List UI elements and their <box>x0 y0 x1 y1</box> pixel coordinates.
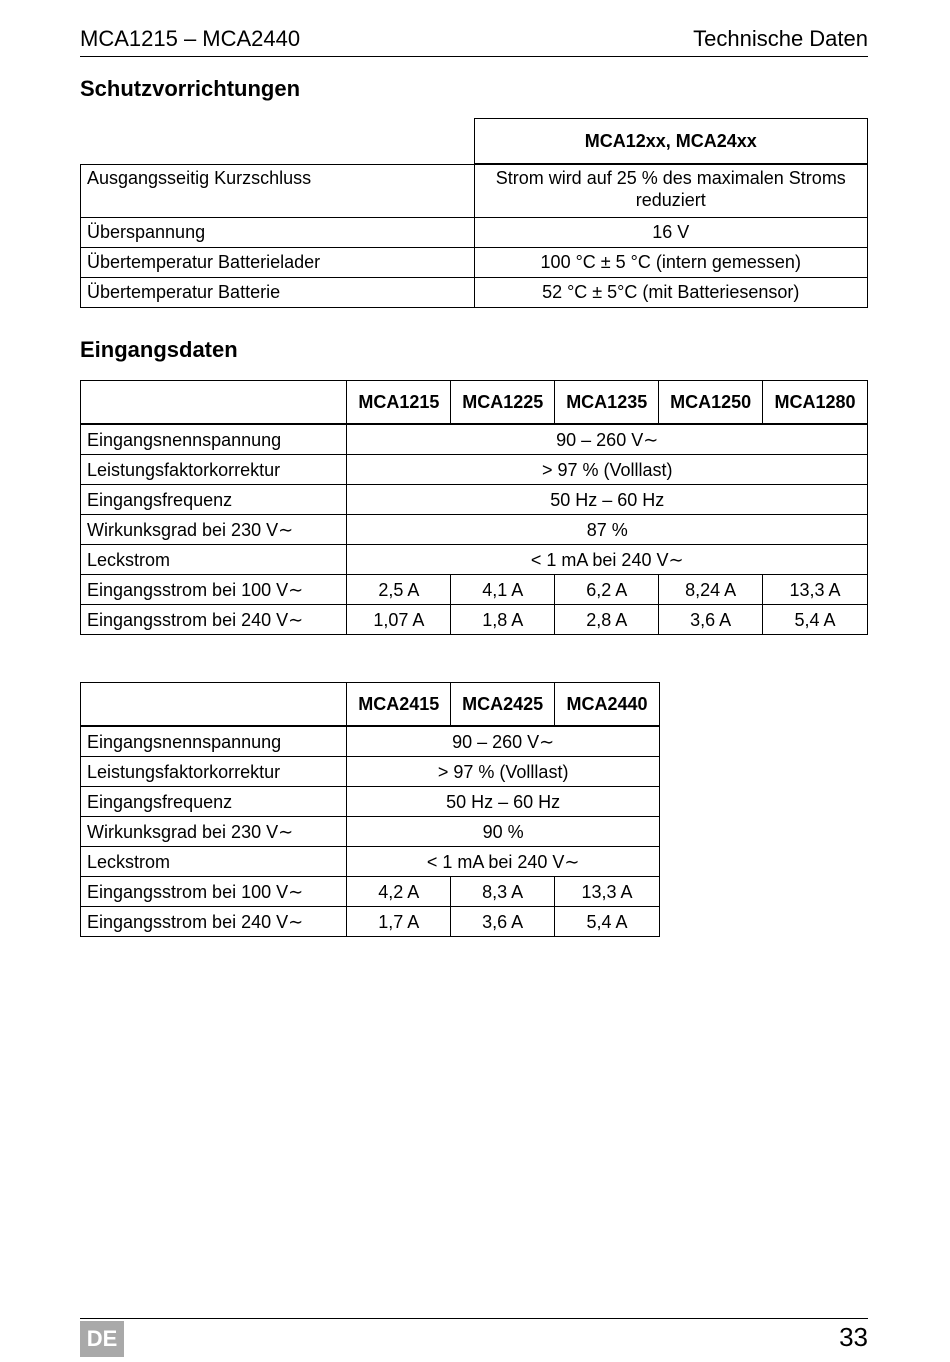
row-value: 50 Hz – 60 Hz <box>347 485 868 515</box>
schutz-title: Schutzvorrichtungen <box>80 76 301 101</box>
page-header <box>80 26 868 57</box>
row-label: Wirkunksgrad bei 230 V∼ <box>81 817 347 847</box>
table-row <box>81 605 868 635</box>
row-value: > 97 % (Volllast) <box>347 455 868 485</box>
cell-value: 5,4 A <box>763 605 868 635</box>
table-row <box>81 575 868 605</box>
cell-value: 3,6 A <box>451 907 555 937</box>
row-label: Leckstrom <box>81 847 347 877</box>
row-label: Übertemperatur Batterielader <box>81 247 475 277</box>
header-row <box>81 683 660 727</box>
row-label: Leckstrom <box>81 545 347 575</box>
row-value: < 1 mA bei 240 V∼ <box>347 545 868 575</box>
cell-value: 13,3 A <box>555 877 660 907</box>
header-product-range: MCA1215 – MCA2440 <box>80 26 301 51</box>
schutz-table <box>80 118 868 308</box>
cell-value: 4,1 A <box>451 575 555 605</box>
cell-value: 8,3 A <box>451 877 555 907</box>
cell-value: 3,6 A <box>659 605 763 635</box>
cell-value: 13,3 A <box>763 575 868 605</box>
cell-value: 4,2 A <box>347 877 451 907</box>
model-column-header: MCA1215 <box>347 381 451 425</box>
cell-value: 8,24 A <box>659 575 763 605</box>
row-label: Eingangsfrequenz <box>81 787 347 817</box>
table-row <box>81 847 660 877</box>
row-label: Eingangsstrom bei 240 V∼ <box>81 907 347 937</box>
empty-corner-cell <box>81 119 475 165</box>
table-row <box>81 277 868 307</box>
eingang-table-12v <box>80 380 868 635</box>
table-row <box>81 877 660 907</box>
table-row <box>81 757 660 787</box>
row-label: Eingangsstrom bei 100 V∼ <box>81 877 347 907</box>
row-label: Eingangsfrequenz <box>81 485 347 515</box>
empty-corner-cell <box>81 381 347 425</box>
eingang-title: Eingangsdaten <box>80 337 238 362</box>
row-label: Überspannung <box>81 217 475 247</box>
header-row <box>81 381 868 425</box>
row-value: 50 Hz – 60 Hz <box>347 787 660 817</box>
row-label: Eingangsstrom bei 240 V∼ <box>81 605 347 635</box>
page-number: 33 <box>839 1322 868 1352</box>
table-row <box>81 455 868 485</box>
cell-value: 2,8 A <box>555 605 659 635</box>
schutz-column-header: MCA12xx, MCA24xx <box>474 119 868 165</box>
table-row <box>81 515 868 545</box>
row-label: Eingangsnennspannung <box>81 726 347 757</box>
cell-value: 1,07 A <box>347 605 451 635</box>
table-row <box>81 726 660 757</box>
language-badge: DE <box>80 1321 124 1357</box>
row-value: 100 °C ± 5 °C (intern gemessen) <box>474 247 868 277</box>
row-value: 87 % <box>347 515 868 545</box>
empty-corner-cell <box>81 683 347 727</box>
row-value: Strom wird auf 25 % des maximalen Stroms reduziert <box>474 164 868 217</box>
model-column-header: MCA1225 <box>451 381 555 425</box>
row-value: < 1 mA bei 240 V∼ <box>347 847 660 877</box>
row-value: 90 – 260 V∼ <box>347 424 868 455</box>
table-row <box>81 545 868 575</box>
row-value: 52 °C ± 5°C (mit Batteriesensor) <box>474 277 868 307</box>
row-value: 16 V <box>474 217 868 247</box>
row-label: Leistungsfaktorkorrektur <box>81 757 347 787</box>
table-row <box>81 907 660 937</box>
cell-value: 1,8 A <box>451 605 555 635</box>
table-row <box>81 247 868 277</box>
table-row <box>81 424 868 455</box>
header-section: Technische Daten <box>693 26 868 51</box>
schutz-header-row <box>81 119 868 165</box>
model-column-header: MCA1280 <box>763 381 868 425</box>
eingang-table-24v <box>80 682 660 937</box>
cell-value: 1,7 A <box>347 907 451 937</box>
model-column-header: MCA1235 <box>555 381 659 425</box>
row-label: Übertemperatur Batterie <box>81 277 475 307</box>
row-value: 90 – 260 V∼ <box>347 726 660 757</box>
table-row <box>81 817 660 847</box>
row-label: Eingangsnennspannung <box>81 424 347 455</box>
cell-value: 5,4 A <box>555 907 660 937</box>
model-column-header: MCA1250 <box>659 381 763 425</box>
row-label: Wirkunksgrad bei 230 V∼ <box>81 515 347 545</box>
footer-divider <box>80 1318 868 1319</box>
row-label: Leistungsfaktorkorrektur <box>81 455 347 485</box>
model-column-header: MCA2415 <box>347 683 451 727</box>
row-value: 90 % <box>347 817 660 847</box>
table-row <box>81 164 868 217</box>
row-label: Eingangsstrom bei 100 V∼ <box>81 575 347 605</box>
model-column-header: MCA2425 <box>451 683 555 727</box>
row-label: Ausgangsseitig Kurzschluss <box>81 164 475 217</box>
model-column-header: MCA2440 <box>555 683 660 727</box>
cell-value: 2,5 A <box>347 575 451 605</box>
row-value: > 97 % (Volllast) <box>347 757 660 787</box>
cell-value: 6,2 A <box>555 575 659 605</box>
table-row <box>81 485 868 515</box>
table-row <box>81 217 868 247</box>
table-row <box>81 787 660 817</box>
